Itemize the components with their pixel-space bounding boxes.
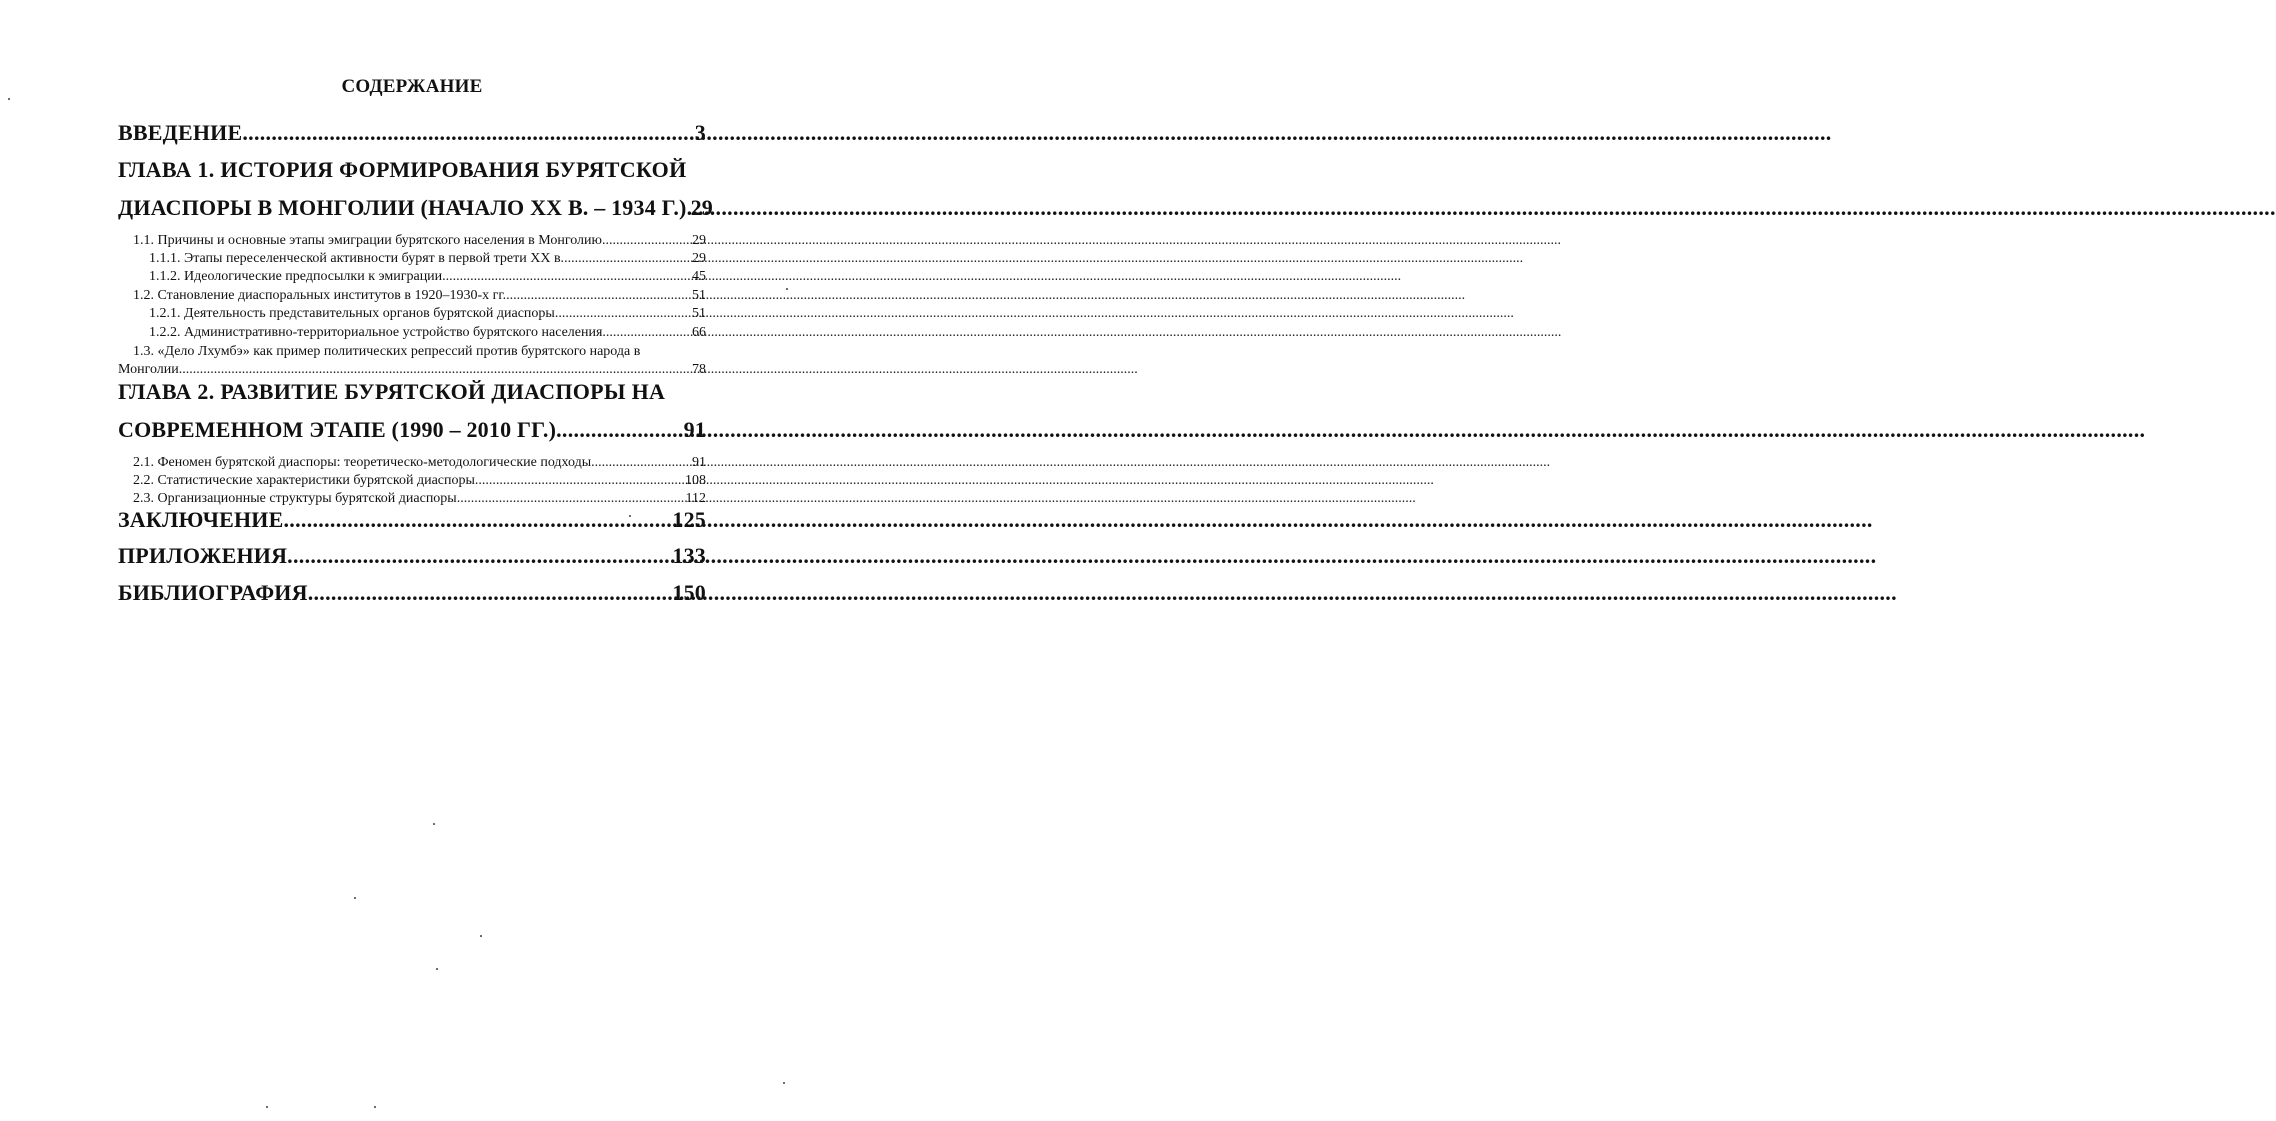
toc-entry-text: 2.2. Статистические характеристики бурятской диаспоры (133, 473, 475, 488)
scan-speck (786, 288, 788, 290)
dot-leader (308, 580, 673, 606)
dot-leader (506, 288, 692, 304)
toc-entry-conclusion (118, 507, 706, 533)
toc-entry-introduction (118, 120, 706, 146)
toc-entry-section-2-3 (133, 491, 706, 507)
toc-entry-page: 125 (672, 507, 706, 532)
toc-entry-text: 1.1.2. Идеологические предпосылки к эмиграции (149, 269, 443, 284)
toc-entry-section-2-2 (133, 473, 706, 489)
toc-entry-text: Монголии (118, 362, 179, 377)
dot-leader (457, 491, 686, 507)
dot-leader (555, 306, 692, 322)
scan-speck (433, 823, 435, 825)
toc-entry-text: 1.2.1. Деятельность представительных органов бурятской диаспоры (149, 306, 555, 321)
scan-speck (266, 1106, 268, 1108)
toc-entry-section-1-2-1 (149, 306, 706, 322)
toc-entry-section-1-1-1 (149, 251, 706, 267)
toc-entry-page: 29 (690, 195, 713, 220)
toc-entry-section-1-2-2 (149, 325, 706, 341)
toc-entry-section-1-3 (118, 362, 706, 378)
dot-leader (179, 362, 692, 378)
toc-entry-page: 51 (692, 288, 706, 303)
dot-leader (475, 473, 685, 489)
toc-entry-page: 91 (692, 455, 706, 470)
toc-entry-page: 51 (692, 306, 706, 321)
toc-entry-appendices (118, 543, 706, 569)
toc-entry-text: ЗАКЛЮЧЕНИЕ (118, 507, 284, 532)
toc-entry-section-1-1 (133, 233, 706, 249)
scan-speck (354, 897, 356, 899)
scan-speck (374, 1106, 376, 1108)
toc-entry-page: 133 (672, 543, 706, 568)
toc-entry-text: 2.3. Организационные структуры бурятской диаспоры (133, 491, 457, 506)
scan-speck (436, 968, 438, 970)
toc-entry-page: 29 (692, 233, 706, 248)
scan-speck (629, 515, 631, 517)
toc-entry-text: ПРИЛОЖЕНИЯ (118, 543, 288, 568)
dot-leader (242, 120, 694, 146)
toc-entry-page: 3 (694, 120, 706, 145)
dot-leader (564, 251, 692, 267)
dot-leader (287, 543, 672, 569)
toc-entry-page: 45 (692, 269, 706, 284)
toc-entry-text: ВВЕДЕНИЕ (118, 120, 243, 145)
toc-entry-page: 108 (685, 473, 706, 488)
toc-entry-text: 2.1. Феномен бурятской диаспоры: теоретическо-методологические подходы (133, 455, 592, 470)
toc-entry-page: 78 (692, 362, 706, 377)
toc-entry-text: СОВРЕМЕННОМ ЭТАПЕ (1990 – 2010 ГГ.) (118, 417, 557, 442)
document-page (0, 0, 798, 1121)
dot-leader (442, 269, 692, 285)
toc-entry-text: 1.2. Становление диаспоральных институтов в 1920–1930-х гг. (133, 288, 507, 303)
dot-leader (284, 507, 673, 533)
toc-entry-text: БИБЛИОГРАФИЯ (118, 580, 308, 605)
toc-title: СОДЕРЖАНИЕ (341, 76, 483, 97)
toc-entry-page: 112 (685, 491, 706, 506)
toc-section-1-3-line1: 1.3. «Дело Лхумбэ» как пример политических репрессий против бурятского народа в (133, 344, 641, 359)
toc-entry-chapter1 (118, 195, 713, 221)
dot-leader (602, 325, 692, 341)
dot-leader (602, 233, 692, 249)
toc-entry-bibliography (118, 580, 706, 606)
toc-entry-page: 66 (692, 325, 706, 340)
toc-entry-text: ДИАСПОРЫ В МОНГОЛИИ (НАЧАЛО XX В. – 1934 Г.) (118, 195, 687, 220)
scan-speck (8, 98, 10, 100)
toc-chapter1-title-line1: ГЛАВА 1. ИСТОРИЯ ФОРМИРОВАНИЯ БУРЯТСКОЙ (118, 157, 687, 182)
toc-entry-section-1-1-2 (149, 269, 706, 285)
scan-speck (783, 1082, 785, 1084)
dot-leader (556, 417, 683, 443)
toc-entry-page: 29 (692, 251, 706, 266)
toc-entry-page: 91 (683, 417, 706, 442)
toc-chapter2-title-line1: ГЛАВА 2. РАЗВИТИЕ БУРЯТСКОЙ ДИАСПОРЫ НА (118, 379, 666, 404)
toc-entry-section-1-2 (133, 288, 706, 304)
toc-entry-text: 1.2.2. Административно-территориальное устройство бурятского населения (149, 325, 603, 340)
toc-entry-chapter2 (118, 417, 706, 443)
dot-leader (591, 455, 692, 471)
toc-entry-page: 150 (672, 580, 706, 605)
toc-entry-text: 1.1.1. Этапы переселенческой активности бурят в первой трети XX в. (149, 251, 565, 266)
scan-speck (480, 935, 482, 937)
toc-entry-section-2-1 (133, 455, 706, 471)
toc-entry-text: 1.1. Причины и основные этапы эмиграции бурятского населения в Монголию (133, 233, 602, 248)
